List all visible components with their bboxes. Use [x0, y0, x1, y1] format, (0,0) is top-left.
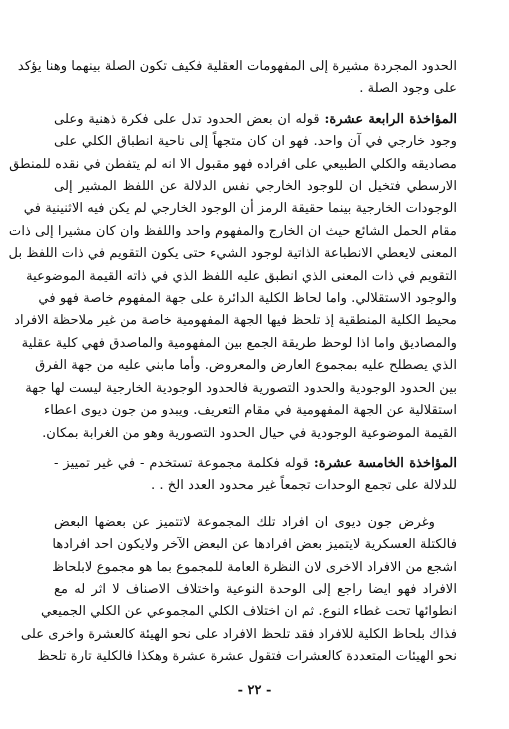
text-line: والمصاديق واما اذا لوحظ طريقة الجمع بين المفهومية والماصدق فهي كلية عقلية — [21, 335, 457, 351]
text-line: الارسطي فتخيل ان للوجود الخارجي نفس الدلالة عن اللفظ المشير إلى — [54, 179, 457, 195]
text-line: وغرض جون ديوى ان افراد تلك المجموعة لاتتميز عن بعضها البعض — [54, 514, 435, 530]
text-line: اشجع من الافراد الاخرى لان النظرة العامة للمجموع بما هو مجموع لابلحاظ — [52, 559, 457, 575]
text-line: مقام الحمل الشائع حيث ان الخارج والمفهوم واحد واللفظ وان كان مشيرا إلى ذات — [8, 223, 457, 239]
text-line: الحدود المجردة مشيرة إلى المفهومات العقلية فكيف تكون الصلة بينهما وهنا يؤكد — [17, 59, 457, 74]
text-line: الوجودات الخارجية بينما حقيقة الرمز أن الوجود الخارجي لم يكن فيه الاثنينية في — [23, 201, 457, 217]
text-line: القيمة الموضوعية الوجودية في حيال الحدود التصورية وهو من الغرابة بمكان. — [42, 425, 457, 441]
page-number: - ٢٢ - — [237, 683, 272, 698]
text-line: بين الحدود الوجودية والحدود التصورية فالحدود الوجودية الخارجية ليست لها جهة — [25, 380, 457, 396]
section-heading: المؤاخذة الرابعة عشرة: — [324, 111, 457, 127]
text-line: وجود خارجي في آن واحد. فهو ان كان متجهاً إلى ناحية انطباق الكلي على — [54, 134, 457, 150]
text-line: نحو الهيئات المتعددة كالعشرات فتقول عشرة عشرة وهكذا فالكلية تارة تلحظ — [37, 649, 457, 665]
text-line: الافراد فهو ايضا راجع إلى الوحدة النوعية واختلاف الاصناف لا اثر له مع — [54, 581, 457, 597]
text-line — [54, 453, 457, 475]
paragraph-objection-14 — [8, 109, 457, 445]
paragraph-objection-15 — [54, 453, 457, 498]
text-line: الذي يصطلح عليه بمجموع العارض والمعروض. وأما مابني عليه من جهة الفرق — [35, 358, 457, 374]
text-line: محيط الكلية المنطقية إذ تلحظ فيها الجهة المفهومية خاصة من غير ملاحظة الافراد — [14, 313, 457, 329]
text-line: استقلالية عن الجهة المفهومية في مقام التعريف. ويبدو من جون ديوى اعطاء — [44, 403, 457, 419]
text-line: للدلالة على تجمع الوحدات تجمعاً غير محدود العدد الخ . . — [150, 478, 457, 494]
section-heading: المؤاخذة الخامسة عشرة: — [313, 455, 457, 471]
text-line: على وجود الصلة . — [359, 81, 457, 97]
text-line: انطوائها تحت غطاء النوع. ثم ان اختلاف الكلي المجموعي عن الكلي الجميعي — [40, 604, 457, 620]
paragraph-dewey-aim — [20, 512, 457, 669]
text-line: المعنى لايعطي الانطباعة الذاتية لوجود الشيء حتى يكون التقويم في ذات اللفظ بل — [8, 246, 457, 262]
text-line: فذاك بلحاظ الكلية للافراد فقد تلحظ الافراد على نحو الهيئة كالعشرة واخرى على — [20, 626, 457, 642]
book-page — [8, 56, 457, 669]
text-line: التقويم في ذات المعنى الذي انطبق عليه اللفظ الذي في ذاته القيمة الموضوعية — [26, 268, 457, 284]
text-line — [54, 109, 457, 131]
text-line: مصاديقه والكلي الطبيعي على افراده فهو مقبول الا انه لم يتفطن في نقده للمنطق — [9, 156, 457, 172]
text-fragment: قوله ان بعض الحدود تدل على فكرة ذهنية وعلى — [54, 111, 320, 127]
text-line: فالكتلة العسكرية لايتميز بعض افرادها عن البعض الآخر ولايكون احد افرادها — [52, 537, 457, 553]
text-line: والوجود الاستقلالي. واما لحاظ الكلية الدائرة على جهة المفهوم خاصة فهو في — [38, 291, 457, 307]
text-fragment: قوله فكلمة مجموعة تستخدم - في غير تمييز - — [54, 455, 309, 471]
paragraph-intro — [17, 56, 457, 101]
